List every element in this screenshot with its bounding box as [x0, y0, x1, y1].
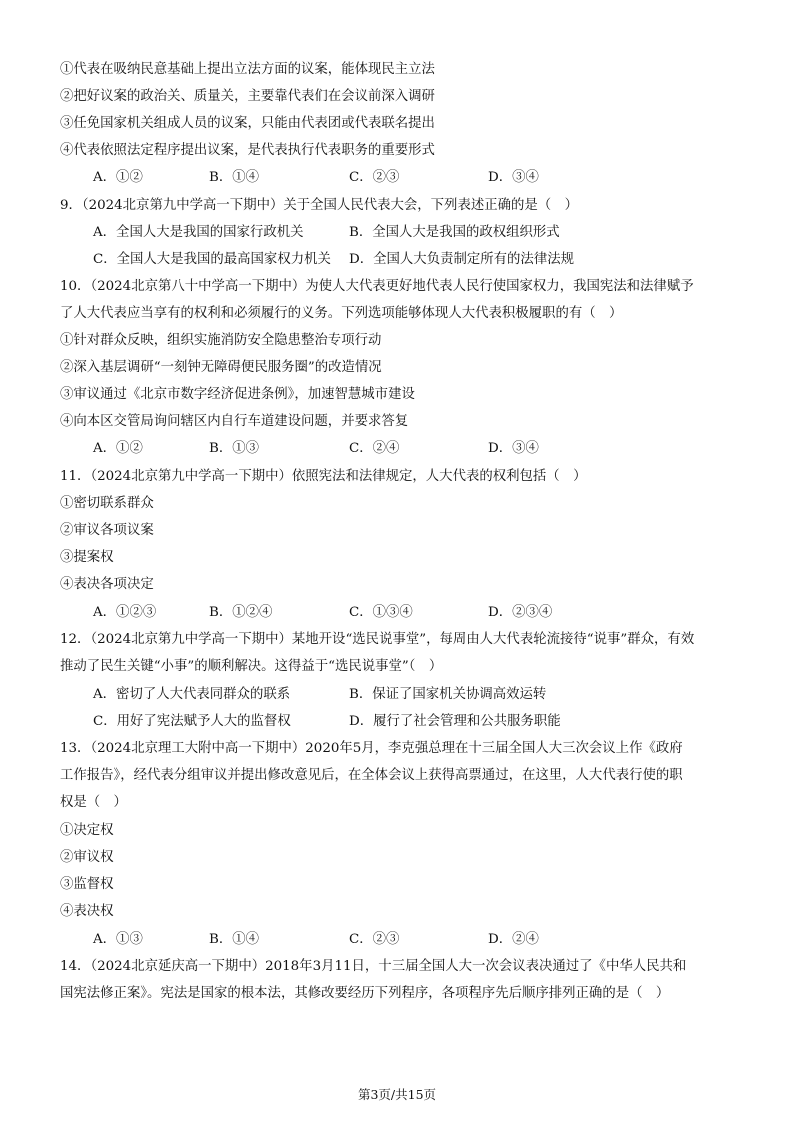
- q10-stem-line-2: 了人大代表应当享有的权利和必须履行的义务。下列选项能够体现人大代表积极履职的有（ ）: [60, 306, 623, 321]
- q9-stem: 9．（2024北京第九中学高一下期中）关于全国人民代表大会，下列表述正确的是（ ）: [60, 198, 578, 213]
- q11-option-b: B．①②④: [209, 605, 273, 620]
- q13-statement-4: ④表决权: [60, 904, 114, 919]
- q13-option-b: B．①④: [209, 932, 260, 947]
- q10-statement-3: ③审议通过《北京市数字经济促进条例》，加速智慧城市建设: [60, 387, 415, 402]
- q11-statement-2: ②审议各项议案: [60, 523, 154, 538]
- q12-stem-line-1: 12．（2024北京第九中学高一下期中）某地开设“选民说事堂”，每周由人大代表轮流接待“说事”群众，有效: [60, 632, 695, 647]
- q8-option-b: B．①④: [209, 170, 260, 185]
- q13-stem-line-1: 13．（2024北京理工大附中高一下期中）2020年5月，李克强总理在十三届全国人大三次会议上作《政府: [60, 741, 683, 756]
- q8-option-d: D．③④: [488, 170, 539, 185]
- q12-option-c: C．用好了宪法赋予人大的监督权: [93, 714, 291, 729]
- page-number-footer: 第3页/共15页: [357, 1087, 437, 1102]
- q14-stem-line-1: 14．（2024北京延庆高一下期中）2018年3月11日，十三届全国人大一次会议表决通过了《中华人民共和: [60, 959, 687, 974]
- q10-statement-1: ①针对群众反映，组织实施消防安全隐患整治专项行动: [60, 333, 382, 348]
- q11-option-c: C．①③④: [349, 605, 413, 620]
- q13-statement-2: ②审议权: [60, 850, 114, 865]
- q10-statement-2: ②深入基层调研“一刻钟无障碍便民服务圈”的改造情况: [60, 360, 382, 375]
- q13-stem-line-3: 权是（ ）: [60, 795, 127, 810]
- q13-option-c: C．②③: [349, 932, 400, 947]
- q13-option-d: D．②④: [488, 932, 539, 947]
- q14-stem-line-2: 国宪法修正案》。宪法是国家的根本法，其修改要经历下列程序，各项程序先后顺序排列正确的是（ ）: [60, 986, 670, 1001]
- q10-option-d: D．③④: [488, 441, 539, 456]
- q9-option-c: C．全国人大是我国的最高国家权力机关: [93, 252, 331, 267]
- q12-option-d: D．履行了社会管理和公共服务职能: [349, 714, 561, 729]
- q10-option-b: B．①③: [209, 441, 260, 456]
- q8-statement-4: ④代表依照法定程序提出议案，是代表执行代表职务的重要形式: [60, 143, 435, 158]
- q11-option-d: D．②③④: [488, 605, 553, 620]
- q10-option-a: A．①②: [93, 441, 143, 456]
- q13-stem-line-2: 工作报告》，经代表分组审议并提出修改意见后，在全体会议上获得高票通过，在这里，人大代表行使的职: [60, 768, 683, 783]
- q8-option-a: A．①②: [93, 170, 143, 185]
- q8-statement-3: ③任免国家机关组成人员的议案，只能由代表团或代表联名提出: [60, 116, 435, 131]
- q13-option-a: A．①③: [93, 932, 143, 947]
- q12-stem-line-2: 推动了民生关键“小事”的顺利解决。这得益于“选民说事堂”（ ）: [60, 659, 443, 674]
- q11-option-a: A．①②③: [93, 605, 157, 620]
- q9-option-b: B．全国人大是我国的政权组织形式: [349, 225, 560, 240]
- q8-statement-1: ①代表在吸纳民意基础上提出立法方面的议案，能体现民主立法: [60, 62, 435, 77]
- q10-statement-4: ④向本区交管局询问辖区内自行车道建设问题，并要求答复: [60, 414, 409, 429]
- q13-statement-1: ①决定权: [60, 823, 114, 838]
- q12-option-b: B．保证了国家机关协调高效运转: [349, 687, 547, 702]
- q8-option-c: C．②③: [349, 170, 400, 185]
- q8-statement-2: ②把好议案的政治关、质量关，主要靠代表们在会议前深入调研: [60, 89, 435, 104]
- q10-option-c: C．②④: [349, 441, 400, 456]
- q9-option-a: A．全国人大是我国的国家行政机关: [93, 225, 304, 240]
- q9-option-d: D．全国人大负责制定所有的法律法规: [349, 252, 574, 267]
- q11-stem: 11．（2024北京第九中学高一下期中）依照宪法和法律规定，人大代表的权利包括（ ）: [60, 469, 587, 484]
- q11-statement-4: ④表决各项决定: [60, 577, 154, 592]
- q10-stem-line-1: 10．（2024北京第八十中学高一下期中）为使人大代表更好地代表人民行使国家权力，我国宪法和法律赋予: [60, 279, 694, 294]
- q12-option-a: A．密切了人大代表同群众的联系: [93, 687, 291, 702]
- q11-statement-1: ①密切联系群众: [60, 496, 154, 511]
- q13-statement-3: ③监督权: [60, 877, 114, 892]
- q11-statement-3: ③提案权: [60, 550, 114, 565]
